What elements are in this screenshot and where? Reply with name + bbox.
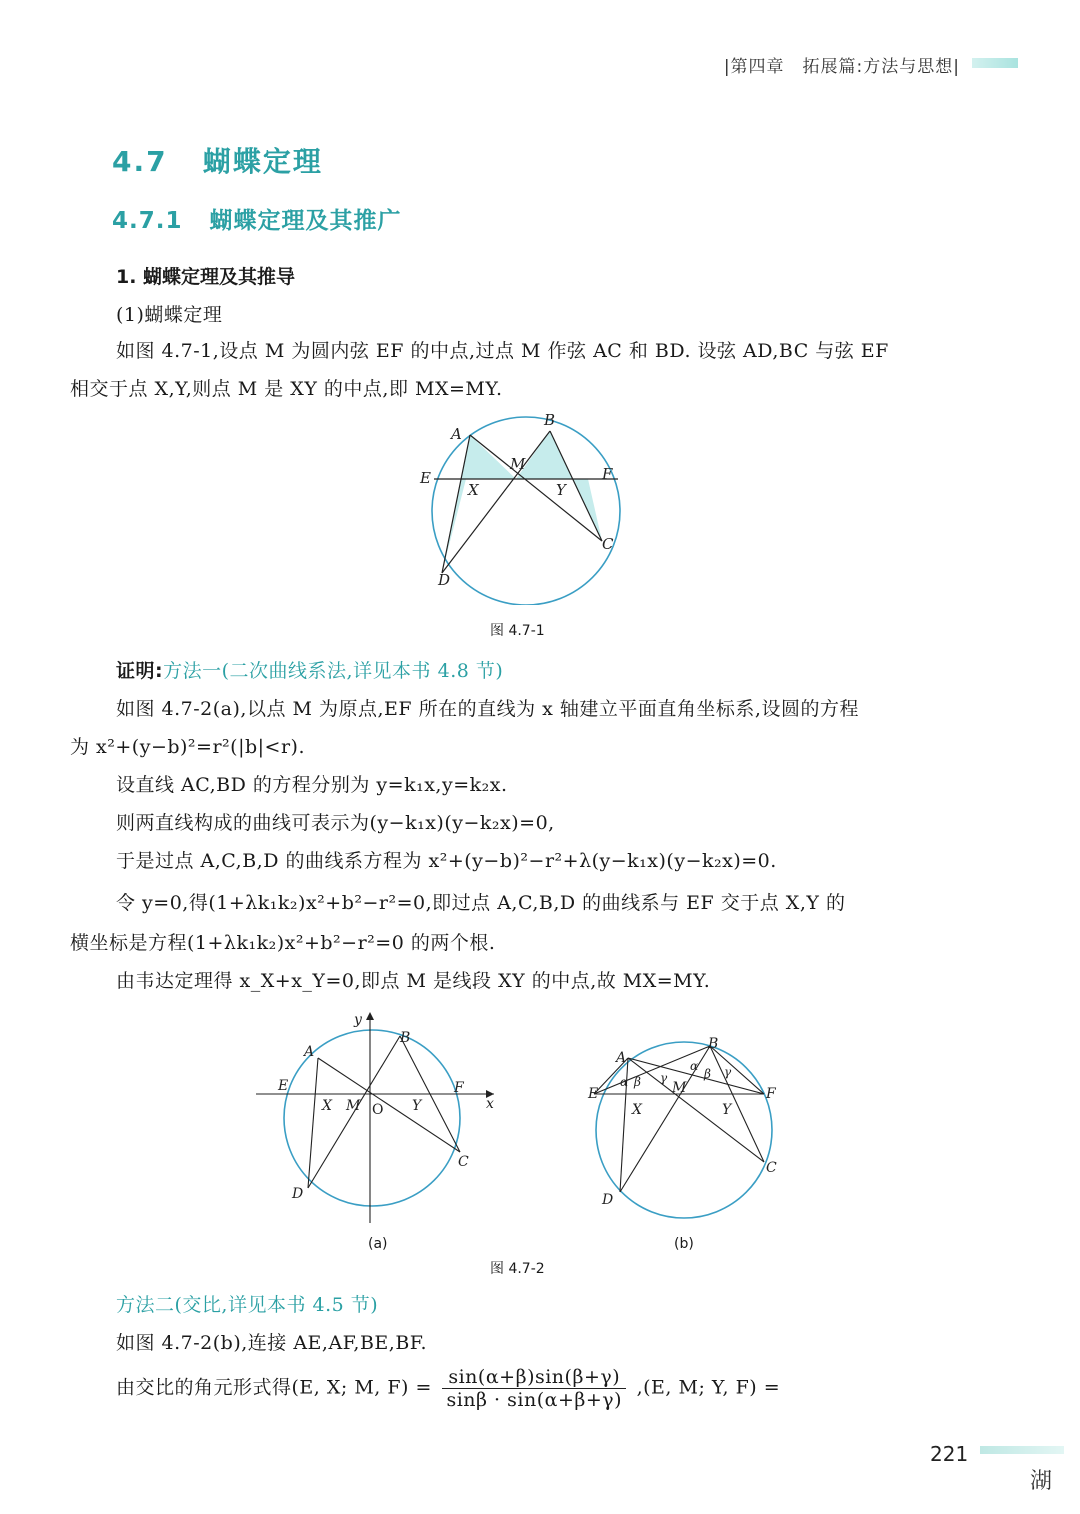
label-E: E — [420, 469, 431, 487]
figure-1-caption: 图 4.7-1 — [490, 623, 545, 639]
cross-ratio-fraction — [442, 1366, 626, 1411]
page-number: 221 — [930, 1442, 969, 1466]
section-name: 蝴蝶定理 — [202, 145, 323, 178]
label-D: D — [438, 571, 451, 589]
butterfly-figure-2a — [250, 1008, 510, 1258]
proof-line-2: 为 x²+(y−b)²=r²(|b|<r). — [70, 736, 306, 758]
label-Y: Y — [722, 1102, 732, 1118]
proof-line-8: 由韦达定理得 x_X+x_Y=0,即点 M 是线段 XY 的中点,故 MX=MY. — [116, 970, 711, 992]
section-title — [112, 140, 323, 180]
cross-ratio-prefix: 由交比的角元形式得(E, X; M, F) = — [116, 1376, 432, 1399]
label-F: F — [454, 1080, 464, 1096]
theorem-line-1: 如图 4.7-1,设点 M 为圆内弦 EF 的中点,过点 M 作弦 AC 和 BD. 设弦 AD,BC 与弦 EF — [116, 340, 889, 362]
running-header: |第四章 拓展篇:方法与思想| — [723, 57, 960, 77]
butterfly-figure-2b — [580, 1030, 790, 1220]
proof-line-7: 横坐标是方程(1+λk₁k₂)x²+b²−r²=0 的两个根. — [70, 932, 496, 954]
label-E: E — [278, 1078, 289, 1094]
label-M: M — [510, 455, 526, 473]
fraction-denominator: sinβ · sin(α+β+γ) — [446, 1389, 623, 1411]
y-axis-arrow — [366, 1012, 374, 1020]
proof-line-4: 则两直线构成的曲线可表示为(y−k₁x)(y−k₂x)=0, — [116, 812, 555, 834]
angle-beta-B: β — [704, 1067, 711, 1081]
theorem-line-2: 相交于点 X,Y,则点 M 是 XY 的中点,即 MX=MY. — [70, 378, 503, 400]
section-number: 4.7 — [112, 145, 168, 178]
label-B: B — [708, 1036, 719, 1052]
label-F: F — [602, 465, 613, 483]
label-B: B — [400, 1030, 411, 1046]
axis-x-label: x — [486, 1096, 494, 1112]
subsection-title — [112, 202, 402, 235]
label-C: C — [766, 1160, 777, 1176]
proof-line-3: 设直线 AC,BD 的方程分别为 y=k₁x,y=k₂x. — [116, 774, 508, 796]
label-B: B — [544, 411, 556, 429]
method-2-line-1: 如图 4.7-2(b),连接 AE,AF,BE,BF. — [116, 1332, 428, 1354]
proof-line-1: 如图 4.7-2(a),以点 M 为原点,EF 所在的直线为 x 轴建立平面直角坐标系,设圆的方程 — [116, 698, 859, 720]
label-M: M — [672, 1080, 687, 1096]
subsection-number: 4.7.1 — [112, 208, 183, 234]
circle — [596, 1042, 772, 1218]
subfigure-a-caption: (a) — [368, 1236, 388, 1252]
chord-AD — [308, 1058, 318, 1188]
proof-label: 证明: — [116, 660, 164, 682]
label-X: X — [322, 1098, 332, 1114]
method-2-title: 方法二(交比,详见本书 4.5 节) — [116, 1294, 379, 1316]
label-C: C — [458, 1154, 469, 1170]
proof-line-5: 于是过点 A,C,B,D 的曲线系方程为 x²+(y−b)²−r²+λ(y−k₁x)(y−k₂x)=0. — [116, 850, 777, 872]
label-A: A — [304, 1044, 315, 1060]
angle-beta-A: β — [634, 1075, 641, 1089]
axis-y-label: y — [354, 1012, 362, 1028]
label-Y: Y — [556, 481, 566, 499]
chord-AC — [318, 1058, 460, 1152]
subpart-heading: (1)蝴蝶定理 — [116, 304, 223, 326]
chord-AD — [442, 435, 470, 573]
figure-2-caption: 图 4.7-2 — [490, 1261, 545, 1277]
label-M: M — [346, 1098, 361, 1114]
part-heading: 1. 蝴蝶定理及其推导 — [116, 266, 296, 288]
label-X: X — [632, 1102, 642, 1118]
chord-BC — [710, 1046, 764, 1162]
method-2-line-2 — [116, 1366, 780, 1411]
subsection-name: 蝴蝶定理及其推广 — [209, 208, 402, 234]
subfigure-b-caption: (b) — [674, 1236, 694, 1252]
cross-ratio-suffix: ,(E, M; Y, F) = — [636, 1376, 781, 1399]
label-D: D — [602, 1192, 614, 1208]
label-C: C — [602, 535, 614, 553]
label-F: F — [766, 1086, 776, 1102]
label-Y: Y — [412, 1098, 422, 1114]
label-E: E — [588, 1086, 599, 1102]
butterfly-wing-left — [442, 435, 516, 573]
header-decor-bar — [972, 58, 1018, 68]
angle-alpha-A: α — [620, 1075, 629, 1089]
proof-line-6: 令 y=0,得(1+λk₁k₂)x²+b²−r²=0,即过点 A,C,B,D 的曲线系与 EF 交于点 X,Y 的 — [116, 892, 846, 914]
method-1-heading — [116, 656, 503, 683]
label-A: A — [451, 425, 462, 443]
angle-gamma-A: γ — [660, 1071, 668, 1085]
origin-label: O — [372, 1102, 384, 1118]
butterfly-figure-1 — [410, 405, 630, 605]
footer-decor-bar — [980, 1446, 1064, 1454]
label-D: D — [292, 1186, 304, 1202]
method-1-title: 方法一(二次曲线系法,详见本书 4.8 节) — [163, 660, 504, 682]
label-A: A — [616, 1050, 627, 1066]
watermark-text: 湖 — [1030, 1469, 1053, 1494]
angle-gamma-B: γ — [724, 1065, 732, 1079]
fraction-numerator: sin(α+β)sin(β+γ) — [442, 1366, 626, 1389]
angle-alpha-B: α — [690, 1059, 699, 1073]
label-X: X — [468, 481, 479, 499]
